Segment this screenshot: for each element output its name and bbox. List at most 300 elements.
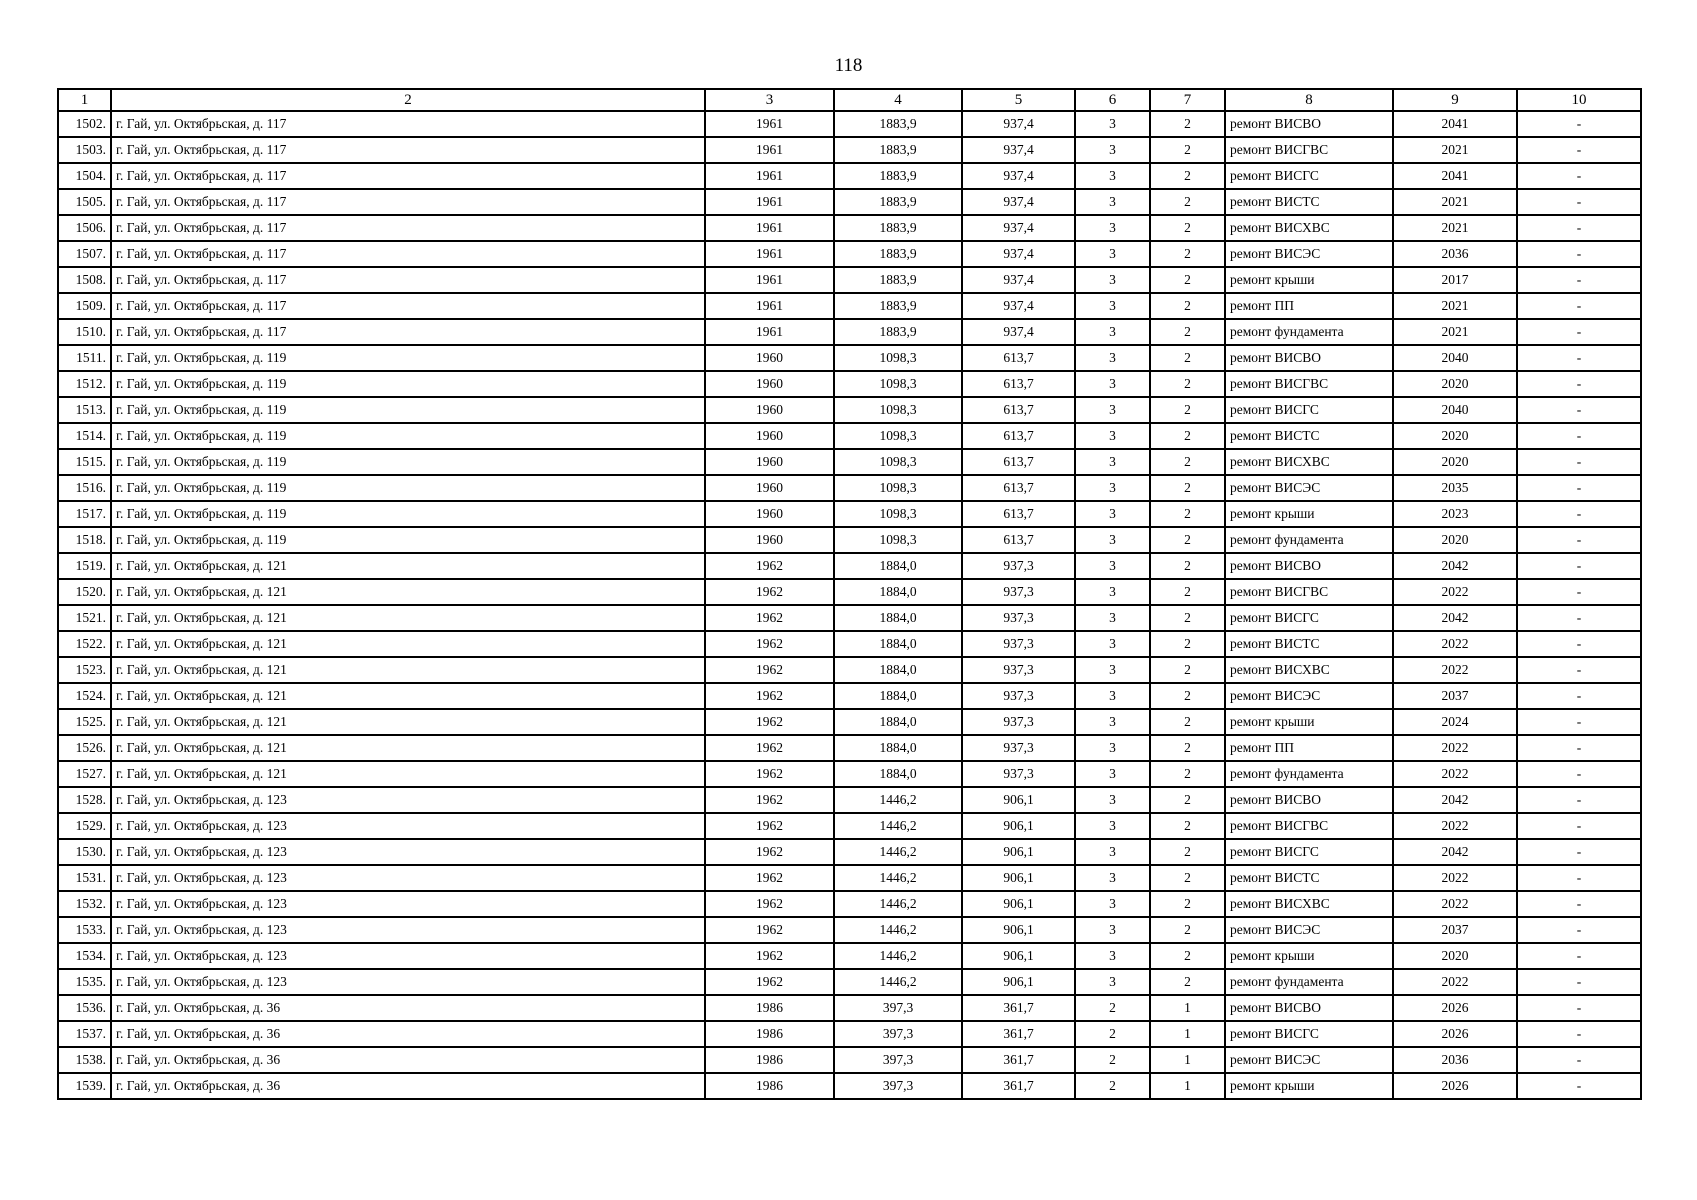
cell-planned-year: 2022	[1393, 865, 1517, 891]
cell-row-number: 1514.	[58, 423, 111, 449]
cell-planned-year: 2022	[1393, 657, 1517, 683]
cell-note: -	[1517, 241, 1641, 267]
column-header-6: 6	[1075, 89, 1150, 111]
cell-year-built: 1960	[705, 397, 834, 423]
cell-note: -	[1517, 371, 1641, 397]
cell-planned-year: 2026	[1393, 1073, 1517, 1099]
registry-table	[57, 88, 1642, 1100]
column-header-7: 7	[1150, 89, 1225, 111]
cell-living-area: 937,4	[962, 241, 1075, 267]
cell-total-area: 1884,0	[834, 735, 962, 761]
cell-work-type: ремонт ВИСХВС	[1225, 449, 1393, 475]
cell-year-built: 1962	[705, 735, 834, 761]
cell-row-number: 1510.	[58, 319, 111, 345]
cell-year-built: 1962	[705, 657, 834, 683]
cell-work-type: ремонт ВИСТС	[1225, 865, 1393, 891]
cell-note: -	[1517, 189, 1641, 215]
cell-total-area: 1098,3	[834, 475, 962, 501]
cell-address: г. Гай, ул. Октябрьская, д. 121	[111, 683, 705, 709]
cell-year-built: 1962	[705, 579, 834, 605]
cell-year-built: 1962	[705, 553, 834, 579]
cell-row-number: 1506.	[58, 215, 111, 241]
cell-address: г. Гай, ул. Октябрьская, д. 117	[111, 111, 705, 137]
cell-work-type: ремонт ВИСВО	[1225, 553, 1393, 579]
table-row	[58, 761, 1641, 787]
cell-row-number: 1511.	[58, 345, 111, 371]
cell-planned-year: 2022	[1393, 631, 1517, 657]
cell-year-built: 1960	[705, 449, 834, 475]
table-row	[58, 657, 1641, 683]
cell-note: -	[1517, 891, 1641, 917]
cell-entrances: 2	[1150, 813, 1225, 839]
cell-planned-year: 2020	[1393, 449, 1517, 475]
cell-floors: 2	[1075, 1021, 1150, 1047]
cell-address: г. Гай, ул. Октябрьская, д. 123	[111, 865, 705, 891]
cell-note: -	[1517, 631, 1641, 657]
cell-planned-year: 2036	[1393, 241, 1517, 267]
cell-entrances: 2	[1150, 657, 1225, 683]
cell-address: г. Гай, ул. Октябрьская, д. 121	[111, 709, 705, 735]
cell-note: -	[1517, 137, 1641, 163]
cell-note: -	[1517, 449, 1641, 475]
cell-entrances: 2	[1150, 137, 1225, 163]
cell-floors: 3	[1075, 241, 1150, 267]
cell-note: -	[1517, 293, 1641, 319]
cell-year-built: 1962	[705, 787, 834, 813]
cell-year-built: 1960	[705, 371, 834, 397]
cell-year-built: 1961	[705, 319, 834, 345]
cell-note: -	[1517, 865, 1641, 891]
cell-floors: 3	[1075, 865, 1150, 891]
cell-note: -	[1517, 111, 1641, 137]
cell-planned-year: 2020	[1393, 943, 1517, 969]
cell-address: г. Гай, ул. Октябрьская, д. 121	[111, 579, 705, 605]
cell-living-area: 361,7	[962, 1021, 1075, 1047]
cell-living-area: 906,1	[962, 865, 1075, 891]
cell-floors: 3	[1075, 189, 1150, 215]
cell-total-area: 1883,9	[834, 319, 962, 345]
cell-total-area: 1883,9	[834, 163, 962, 189]
cell-year-built: 1962	[705, 813, 834, 839]
cell-entrances: 2	[1150, 215, 1225, 241]
table-row	[58, 215, 1641, 241]
table-row	[58, 293, 1641, 319]
cell-row-number: 1507.	[58, 241, 111, 267]
cell-address: г. Гай, ул. Октябрьская, д. 36	[111, 995, 705, 1021]
cell-work-type: ремонт ВИСВО	[1225, 345, 1393, 371]
column-header-8: 8	[1225, 89, 1393, 111]
cell-floors: 3	[1075, 735, 1150, 761]
table-body	[58, 111, 1641, 1099]
cell-address: г. Гай, ул. Октябрьская, д. 123	[111, 969, 705, 995]
cell-year-built: 1961	[705, 241, 834, 267]
cell-total-area: 1098,3	[834, 397, 962, 423]
table-row	[58, 1047, 1641, 1073]
cell-living-area: 361,7	[962, 1047, 1075, 1073]
cell-entrances: 2	[1150, 631, 1225, 657]
cell-row-number: 1536.	[58, 995, 111, 1021]
cell-total-area: 397,3	[834, 1047, 962, 1073]
cell-planned-year: 2042	[1393, 553, 1517, 579]
table-row	[58, 475, 1641, 501]
cell-work-type: ремонт ВИСХВС	[1225, 215, 1393, 241]
cell-year-built: 1961	[705, 111, 834, 137]
cell-living-area: 613,7	[962, 423, 1075, 449]
cell-entrances: 1	[1150, 1021, 1225, 1047]
cell-floors: 3	[1075, 319, 1150, 345]
cell-floors: 3	[1075, 501, 1150, 527]
cell-year-built: 1962	[705, 943, 834, 969]
cell-floors: 3	[1075, 137, 1150, 163]
cell-address: г. Гай, ул. Октябрьская, д. 119	[111, 501, 705, 527]
table-row	[58, 709, 1641, 735]
cell-total-area: 1883,9	[834, 215, 962, 241]
cell-entrances: 2	[1150, 787, 1225, 813]
cell-work-type: ремонт ВИСЭС	[1225, 917, 1393, 943]
table-row	[58, 787, 1641, 813]
cell-year-built: 1962	[705, 709, 834, 735]
cell-note: -	[1517, 839, 1641, 865]
cell-address: г. Гай, ул. Октябрьская, д. 121	[111, 657, 705, 683]
cell-work-type: ремонт фундамента	[1225, 761, 1393, 787]
cell-living-area: 613,7	[962, 371, 1075, 397]
table-row	[58, 371, 1641, 397]
column-header-5: 5	[962, 89, 1075, 111]
cell-note: -	[1517, 657, 1641, 683]
cell-floors: 3	[1075, 631, 1150, 657]
cell-planned-year: 2020	[1393, 423, 1517, 449]
cell-living-area: 613,7	[962, 397, 1075, 423]
table-row	[58, 917, 1641, 943]
cell-floors: 3	[1075, 787, 1150, 813]
cell-address: г. Гай, ул. Октябрьская, д. 119	[111, 345, 705, 371]
cell-total-area: 1446,2	[834, 891, 962, 917]
cell-living-area: 937,3	[962, 761, 1075, 787]
cell-work-type: ремонт ВИСГВС	[1225, 371, 1393, 397]
cell-floors: 3	[1075, 891, 1150, 917]
cell-living-area: 937,3	[962, 579, 1075, 605]
cell-year-built: 1962	[705, 865, 834, 891]
cell-planned-year: 2017	[1393, 267, 1517, 293]
table-row	[58, 189, 1641, 215]
table-row	[58, 631, 1641, 657]
cell-floors: 2	[1075, 1073, 1150, 1099]
cell-living-area: 613,7	[962, 501, 1075, 527]
cell-address: г. Гай, ул. Октябрьская, д. 121	[111, 631, 705, 657]
cell-year-built: 1960	[705, 423, 834, 449]
cell-row-number: 1504.	[58, 163, 111, 189]
cell-floors: 3	[1075, 475, 1150, 501]
cell-planned-year: 2037	[1393, 917, 1517, 943]
cell-note: -	[1517, 1073, 1641, 1099]
cell-address: г. Гай, ул. Октябрьская, д. 121	[111, 761, 705, 787]
cell-work-type: ремонт фундамента	[1225, 319, 1393, 345]
cell-entrances: 2	[1150, 735, 1225, 761]
cell-year-built: 1962	[705, 631, 834, 657]
cell-work-type: ремонт ВИСТС	[1225, 189, 1393, 215]
cell-planned-year: 2040	[1393, 345, 1517, 371]
cell-floors: 3	[1075, 709, 1150, 735]
cell-address: г. Гай, ул. Октябрьская, д. 117	[111, 189, 705, 215]
cell-note: -	[1517, 995, 1641, 1021]
cell-year-built: 1960	[705, 527, 834, 553]
cell-note: -	[1517, 683, 1641, 709]
cell-row-number: 1518.	[58, 527, 111, 553]
cell-total-area: 1446,2	[834, 943, 962, 969]
cell-note: -	[1517, 1021, 1641, 1047]
cell-work-type: ремонт ВИСВО	[1225, 995, 1393, 1021]
cell-floors: 3	[1075, 553, 1150, 579]
cell-floors: 3	[1075, 397, 1150, 423]
cell-row-number: 1538.	[58, 1047, 111, 1073]
cell-entrances: 1	[1150, 1047, 1225, 1073]
cell-living-area: 937,4	[962, 163, 1075, 189]
table-row	[58, 527, 1641, 553]
cell-entrances: 2	[1150, 917, 1225, 943]
cell-address: г. Гай, ул. Октябрьская, д. 117	[111, 137, 705, 163]
cell-row-number: 1530.	[58, 839, 111, 865]
table-row	[58, 319, 1641, 345]
cell-note: -	[1517, 397, 1641, 423]
cell-entrances: 2	[1150, 761, 1225, 787]
cell-planned-year: 2020	[1393, 371, 1517, 397]
cell-year-built: 1961	[705, 215, 834, 241]
cell-year-built: 1960	[705, 501, 834, 527]
cell-note: -	[1517, 501, 1641, 527]
cell-year-built: 1961	[705, 163, 834, 189]
cell-work-type: ремонт ВИСГС	[1225, 163, 1393, 189]
table-row	[58, 995, 1641, 1021]
cell-row-number: 1526.	[58, 735, 111, 761]
cell-entrances: 2	[1150, 397, 1225, 423]
cell-planned-year: 2042	[1393, 787, 1517, 813]
cell-planned-year: 2022	[1393, 735, 1517, 761]
cell-work-type: ремонт крыши	[1225, 943, 1393, 969]
cell-planned-year: 2022	[1393, 891, 1517, 917]
page-number: 118	[834, 55, 863, 76]
cell-living-area: 613,7	[962, 527, 1075, 553]
cell-floors: 3	[1075, 813, 1150, 839]
cell-note: -	[1517, 943, 1641, 969]
table-row	[58, 813, 1641, 839]
table-row	[58, 839, 1641, 865]
cell-total-area: 1098,3	[834, 345, 962, 371]
cell-total-area: 1446,2	[834, 917, 962, 943]
cell-living-area: 937,3	[962, 709, 1075, 735]
cell-entrances: 2	[1150, 241, 1225, 267]
cell-floors: 3	[1075, 943, 1150, 969]
cell-living-area: 613,7	[962, 345, 1075, 371]
cell-living-area: 937,3	[962, 553, 1075, 579]
cell-row-number: 1527.	[58, 761, 111, 787]
cell-note: -	[1517, 1047, 1641, 1073]
cell-address: г. Гай, ул. Октябрьская, д. 123	[111, 917, 705, 943]
cell-work-type: ремонт крыши	[1225, 1073, 1393, 1099]
table-row	[58, 891, 1641, 917]
cell-note: -	[1517, 345, 1641, 371]
cell-row-number: 1534.	[58, 943, 111, 969]
cell-total-area: 1883,9	[834, 137, 962, 163]
cell-floors: 3	[1075, 683, 1150, 709]
cell-work-type: ремонт ВИСВО	[1225, 787, 1393, 813]
cell-entrances: 2	[1150, 501, 1225, 527]
cell-row-number: 1533.	[58, 917, 111, 943]
cell-work-type: ремонт ВИСГС	[1225, 839, 1393, 865]
cell-work-type: ремонт крыши	[1225, 501, 1393, 527]
cell-total-area: 1884,0	[834, 553, 962, 579]
cell-floors: 2	[1075, 1047, 1150, 1073]
cell-planned-year: 2040	[1393, 397, 1517, 423]
cell-living-area: 906,1	[962, 839, 1075, 865]
cell-work-type: ремонт ВИСТС	[1225, 631, 1393, 657]
cell-planned-year: 2022	[1393, 579, 1517, 605]
cell-work-type: ремонт ВИСГВС	[1225, 137, 1393, 163]
cell-note: -	[1517, 267, 1641, 293]
cell-address: г. Гай, ул. Октябрьская, д. 117	[111, 267, 705, 293]
cell-year-built: 1960	[705, 475, 834, 501]
cell-row-number: 1517.	[58, 501, 111, 527]
cell-floors: 3	[1075, 657, 1150, 683]
cell-year-built: 1962	[705, 605, 834, 631]
cell-total-area: 1884,0	[834, 761, 962, 787]
cell-note: -	[1517, 787, 1641, 813]
cell-row-number: 1503.	[58, 137, 111, 163]
cell-work-type: ремонт фундамента	[1225, 527, 1393, 553]
cell-total-area: 1883,9	[834, 267, 962, 293]
cell-total-area: 1446,2	[834, 839, 962, 865]
cell-living-area: 937,4	[962, 111, 1075, 137]
cell-year-built: 1962	[705, 683, 834, 709]
cell-address: г. Гай, ул. Октябрьская, д. 119	[111, 475, 705, 501]
cell-year-built: 1986	[705, 995, 834, 1021]
cell-year-built: 1962	[705, 761, 834, 787]
cell-address: г. Гай, ул. Октябрьская, д. 119	[111, 371, 705, 397]
cell-row-number: 1523.	[58, 657, 111, 683]
cell-year-built: 1961	[705, 293, 834, 319]
cell-entrances: 2	[1150, 605, 1225, 631]
cell-note: -	[1517, 969, 1641, 995]
cell-living-area: 937,4	[962, 293, 1075, 319]
cell-address: г. Гай, ул. Октябрьская, д. 36	[111, 1021, 705, 1047]
cell-work-type: ремонт ВИСХВС	[1225, 891, 1393, 917]
cell-note: -	[1517, 709, 1641, 735]
cell-year-built: 1962	[705, 839, 834, 865]
cell-address: г. Гай, ул. Октябрьская, д. 117	[111, 293, 705, 319]
cell-entrances: 2	[1150, 293, 1225, 319]
cell-living-area: 937,4	[962, 267, 1075, 293]
cell-year-built: 1986	[705, 1021, 834, 1047]
cell-work-type: ремонт ВИСХВС	[1225, 657, 1393, 683]
cell-planned-year: 2021	[1393, 319, 1517, 345]
cell-address: г. Гай, ул. Октябрьская, д. 123	[111, 813, 705, 839]
cell-address: г. Гай, ул. Октябрьская, д. 121	[111, 605, 705, 631]
cell-note: -	[1517, 579, 1641, 605]
cell-total-area: 1883,9	[834, 111, 962, 137]
cell-note: -	[1517, 553, 1641, 579]
table-row	[58, 735, 1641, 761]
cell-work-type: ремонт ВИСГС	[1225, 397, 1393, 423]
table-row	[58, 579, 1641, 605]
cell-row-number: 1515.	[58, 449, 111, 475]
cell-planned-year: 2037	[1393, 683, 1517, 709]
table-row	[58, 241, 1641, 267]
cell-address: г. Гай, ул. Октябрьская, д. 117	[111, 215, 705, 241]
cell-work-type: ремонт ВИСЭС	[1225, 1047, 1393, 1073]
cell-total-area: 1446,2	[834, 813, 962, 839]
cell-living-area: 937,3	[962, 683, 1075, 709]
cell-entrances: 2	[1150, 319, 1225, 345]
cell-note: -	[1517, 917, 1641, 943]
table-header	[58, 89, 1641, 111]
cell-entrances: 2	[1150, 553, 1225, 579]
cell-row-number: 1531.	[58, 865, 111, 891]
cell-floors: 3	[1075, 267, 1150, 293]
cell-floors: 3	[1075, 163, 1150, 189]
cell-floors: 3	[1075, 111, 1150, 137]
cell-living-area: 906,1	[962, 891, 1075, 917]
cell-total-area: 1884,0	[834, 579, 962, 605]
cell-floors: 3	[1075, 579, 1150, 605]
cell-entrances: 2	[1150, 943, 1225, 969]
cell-planned-year: 2024	[1393, 709, 1517, 735]
cell-planned-year: 2035	[1393, 475, 1517, 501]
cell-living-area: 937,3	[962, 657, 1075, 683]
cell-planned-year: 2026	[1393, 995, 1517, 1021]
cell-year-built: 1961	[705, 267, 834, 293]
cell-living-area: 937,4	[962, 319, 1075, 345]
cell-work-type: ремонт ВИСТС	[1225, 423, 1393, 449]
cell-note: -	[1517, 423, 1641, 449]
cell-entrances: 2	[1150, 475, 1225, 501]
cell-floors: 3	[1075, 605, 1150, 631]
cell-planned-year: 2022	[1393, 813, 1517, 839]
cell-year-built: 1962	[705, 891, 834, 917]
cell-living-area: 613,7	[962, 475, 1075, 501]
cell-planned-year: 2042	[1393, 839, 1517, 865]
cell-total-area: 1883,9	[834, 189, 962, 215]
cell-entrances: 2	[1150, 865, 1225, 891]
cell-row-number: 1529.	[58, 813, 111, 839]
cell-work-type: ремонт ВИСГВС	[1225, 813, 1393, 839]
cell-planned-year: 2022	[1393, 969, 1517, 995]
cell-work-type: ремонт ВИСГС	[1225, 1021, 1393, 1047]
cell-floors: 3	[1075, 371, 1150, 397]
cell-address: г. Гай, ул. Октябрьская, д. 117	[111, 241, 705, 267]
column-header-9: 9	[1393, 89, 1517, 111]
cell-note: -	[1517, 813, 1641, 839]
cell-entrances: 2	[1150, 527, 1225, 553]
cell-planned-year: 2042	[1393, 605, 1517, 631]
cell-address: г. Гай, ул. Октябрьская, д. 123	[111, 891, 705, 917]
cell-work-type: ремонт ПП	[1225, 735, 1393, 761]
cell-entrances: 2	[1150, 267, 1225, 293]
cell-total-area: 397,3	[834, 1021, 962, 1047]
table-row	[58, 1073, 1641, 1099]
cell-planned-year: 2021	[1393, 215, 1517, 241]
table-row	[58, 111, 1641, 137]
table-row	[58, 943, 1641, 969]
cell-row-number: 1532.	[58, 891, 111, 917]
cell-work-type: ремонт ВИСГВС	[1225, 579, 1393, 605]
cell-entrances: 1	[1150, 1073, 1225, 1099]
cell-total-area: 1098,3	[834, 501, 962, 527]
cell-work-type: ремонт ВИСЭС	[1225, 683, 1393, 709]
cell-living-area: 906,1	[962, 917, 1075, 943]
table-row	[58, 449, 1641, 475]
cell-year-built: 1962	[705, 917, 834, 943]
cell-note: -	[1517, 475, 1641, 501]
cell-year-built: 1961	[705, 137, 834, 163]
